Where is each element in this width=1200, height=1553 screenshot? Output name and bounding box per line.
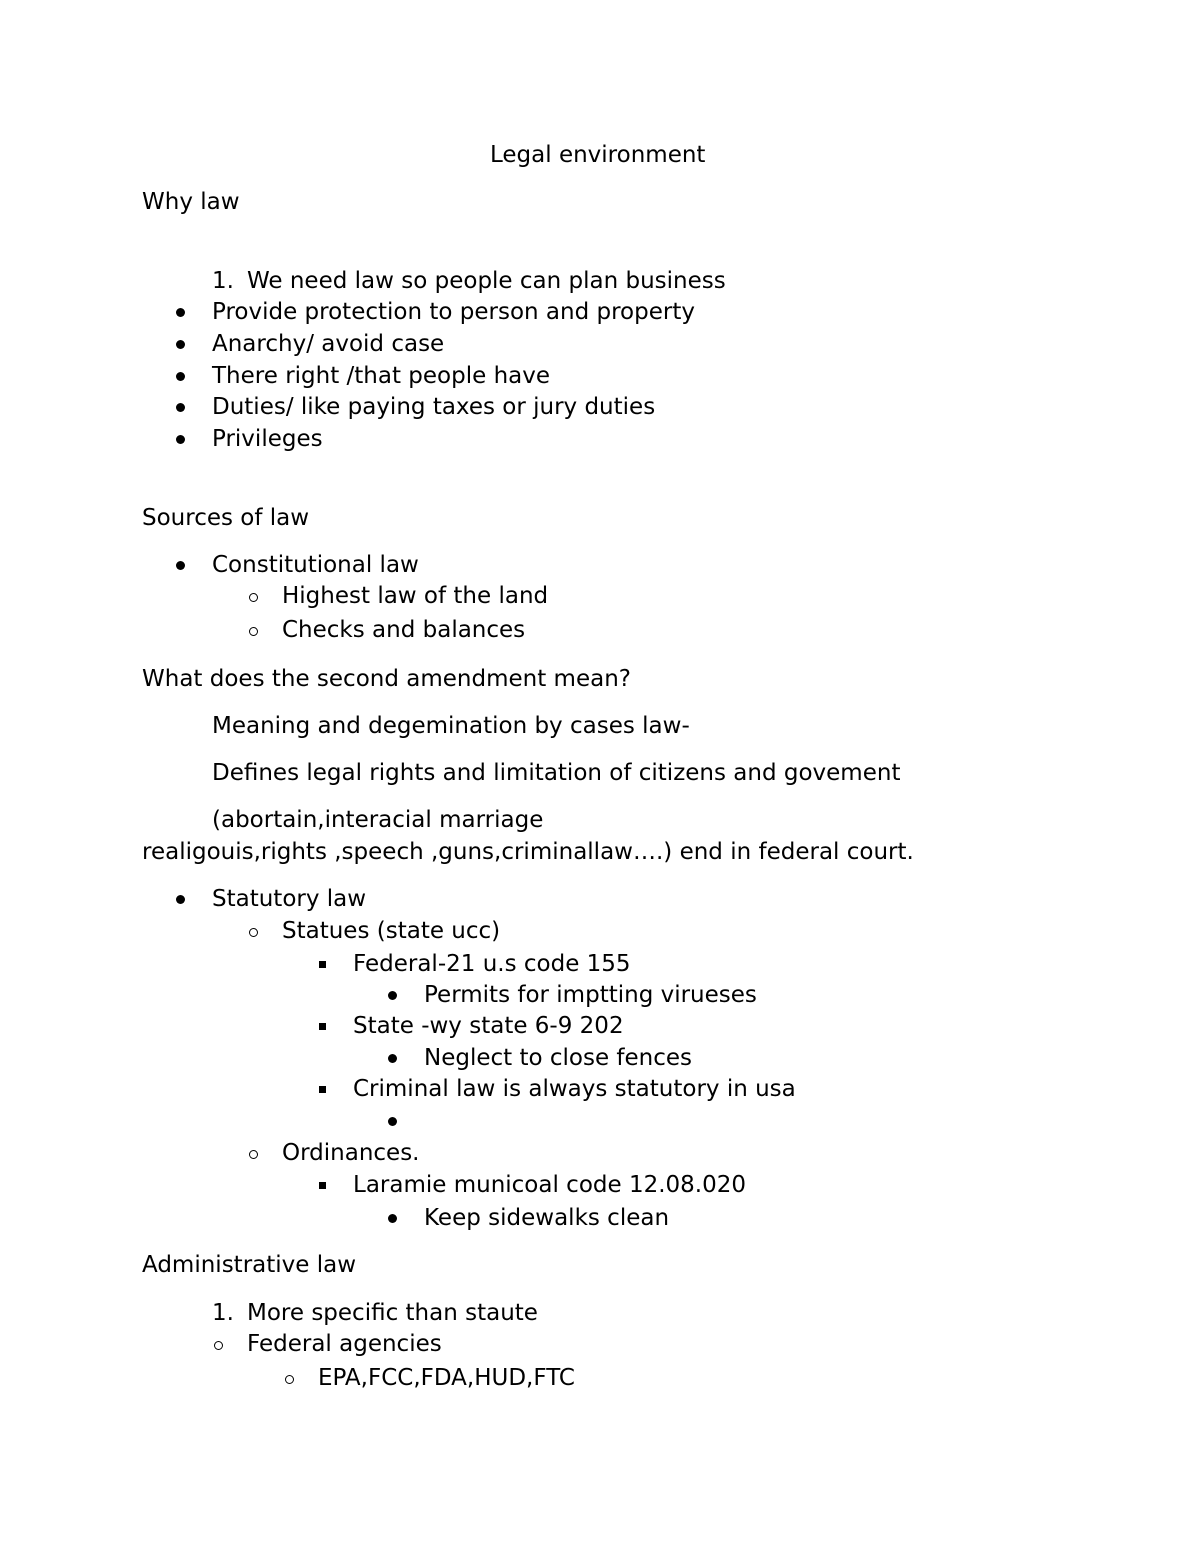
document-title: Legal environment	[490, 142, 706, 168]
bullet-icon	[388, 1117, 397, 1126]
section-heading-administrative-law: Administrative law	[142, 1252, 357, 1278]
bullet-icon	[176, 895, 185, 904]
bullet-icon	[176, 308, 185, 317]
bullet-icon	[388, 1214, 397, 1223]
bullet-icon	[176, 435, 185, 444]
circle-bullet-icon	[214, 1341, 223, 1350]
list-item: State -wy state 6-9 202	[353, 1013, 624, 1039]
section-heading-why-law: Why law	[142, 189, 240, 215]
defines-paragraph: Defines legal rights and limitation of citizens and govement	[212, 760, 901, 786]
list-item: Federal agencies	[247, 1331, 442, 1357]
meaning-paragraph: Meaning and degemination by cases law-	[212, 713, 690, 739]
bullet-icon	[388, 1054, 397, 1063]
numbered-marker: 1.	[212, 1300, 234, 1326]
square-bullet-icon	[319, 1086, 326, 1093]
list-item: Neglect to close fences	[424, 1045, 693, 1071]
circle-bullet-icon	[285, 1375, 294, 1384]
list-item: EPA,FCC,FDA,HUD,FTC	[318, 1365, 575, 1391]
square-bullet-icon	[319, 1023, 326, 1030]
list-item: We need law so people can plan business	[247, 268, 726, 294]
square-bullet-icon	[319, 1182, 326, 1189]
list-item: Criminal law is always statutory in usa	[353, 1076, 796, 1102]
list-item: Statues (state ucc)	[282, 918, 501, 944]
list-item: Privileges	[212, 426, 323, 452]
question-paragraph: What does the second amendment mean?	[142, 666, 631, 692]
bullet-icon	[176, 561, 185, 570]
examples-paragraph-line-1: (abortain,interacial marriage	[212, 807, 544, 833]
list-item: Constitutional law	[212, 552, 419, 578]
list-item: Statutory law	[212, 886, 367, 912]
list-item: There right /that people have	[212, 363, 551, 389]
list-item: Highest law of the land	[282, 583, 549, 609]
list-item: Duties/ like paying taxes or jury duties	[212, 394, 656, 420]
bullet-icon	[176, 372, 185, 381]
numbered-marker: 1.	[212, 268, 234, 294]
list-item: Checks and balances	[282, 617, 526, 643]
circle-bullet-icon	[249, 627, 258, 636]
list-item: Permits for imptting virueses	[424, 982, 757, 1008]
examples-paragraph-line-2: realigouis,rights ,speech ,guns,criminallaw….) end in federal court.	[142, 839, 914, 865]
list-item: Federal-21 u.s code 155	[353, 951, 631, 977]
list-item: Provide protection to person and property	[212, 299, 695, 325]
list-item: Ordinances.	[282, 1140, 420, 1166]
square-bullet-icon	[319, 961, 326, 968]
section-heading-sources-of-law: Sources of law	[142, 505, 310, 531]
list-item: Keep sidewalks clean	[424, 1205, 670, 1231]
list-item: More specific than staute	[247, 1300, 538, 1326]
bullet-icon	[176, 403, 185, 412]
list-item: Anarchy/ avoid case	[212, 331, 445, 357]
circle-bullet-icon	[249, 928, 258, 937]
bullet-icon	[388, 991, 397, 1000]
circle-bullet-icon	[249, 593, 258, 602]
list-item: Laramie municoal code 12.08.020	[353, 1172, 747, 1198]
circle-bullet-icon	[249, 1150, 258, 1159]
bullet-icon	[176, 340, 185, 349]
